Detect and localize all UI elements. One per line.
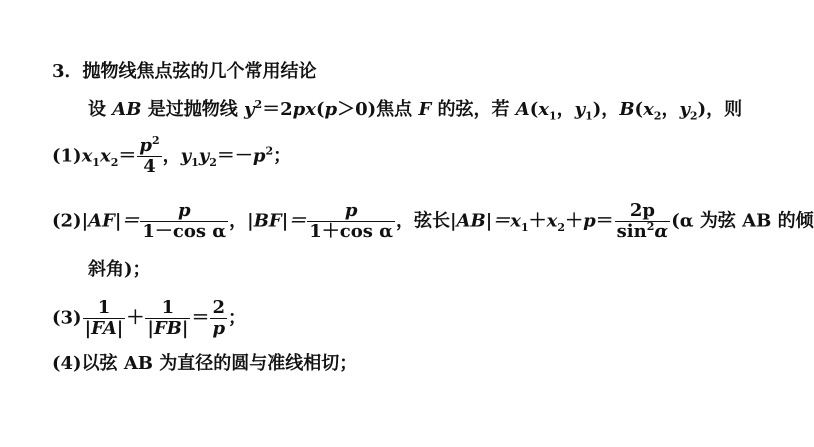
intro-text: )，则 xyxy=(697,99,743,120)
item-2 xyxy=(52,201,814,242)
fraction-denominator: 4 xyxy=(137,156,161,177)
heading-text: 3．抛物线焦点弦的几个常用结论 xyxy=(52,61,317,82)
math-var: y xyxy=(180,145,192,167)
fraction-numerator: 1 xyxy=(97,297,111,318)
fraction-numerator xyxy=(137,136,161,156)
math-expr: |BF|＝ xyxy=(247,210,307,232)
intro-var: AB xyxy=(112,99,142,120)
intro-sub: 1 xyxy=(549,109,557,123)
math-op: ＝ xyxy=(118,145,137,167)
intro-text: ， xyxy=(556,99,575,120)
item-number: (3) xyxy=(52,307,82,329)
intro-text: ( xyxy=(529,99,539,120)
item-4-text: (4)以弦 AB 为直径的圆与准线相切； xyxy=(52,353,358,374)
fraction-numerator: p xyxy=(344,200,358,221)
math-sup: 2 xyxy=(151,134,160,147)
intro-text: ( xyxy=(316,99,325,120)
intro-var: y xyxy=(679,99,690,120)
math-sub: 1 xyxy=(521,221,529,235)
fraction-denominator: 1－cos α xyxy=(142,221,227,242)
intro-text: 设 xyxy=(88,99,113,120)
item-4 xyxy=(52,352,357,376)
math-expr: |AF|＝ xyxy=(81,210,140,232)
continuation-text: 斜角)； xyxy=(88,259,151,280)
fraction-denominator: |FB| xyxy=(147,318,189,339)
fraction-chord-length xyxy=(615,201,671,242)
intro-text: ， xyxy=(661,99,680,120)
intro-var: px xyxy=(292,99,316,120)
intro-sub: 1 xyxy=(585,109,593,123)
math-sub: 2 xyxy=(110,156,119,170)
fraction-bf xyxy=(307,201,395,242)
math-var: x xyxy=(510,210,522,232)
math-sub: 1 xyxy=(191,156,199,170)
math-var: p xyxy=(139,135,152,156)
intro-var: A xyxy=(515,99,530,120)
math-var: p xyxy=(583,210,596,232)
fraction-numerator: 2 xyxy=(212,297,226,318)
math-op: ＋ xyxy=(565,210,584,232)
math-sub: 2 xyxy=(557,221,566,235)
math-op: ， xyxy=(229,210,248,232)
math-sub: 2 xyxy=(209,156,217,170)
math-op: ＝－ xyxy=(216,145,253,167)
math-op: ＝ xyxy=(191,307,210,329)
intro-text: 的弦，若 xyxy=(431,99,516,120)
intro-var: y xyxy=(244,99,255,120)
math-op: ＋ xyxy=(528,210,547,232)
intro-var: x xyxy=(538,99,549,120)
item-number: (2) xyxy=(52,210,82,232)
math-var: α xyxy=(654,221,669,242)
chord-label: 弦长 xyxy=(414,210,450,232)
math-var: p xyxy=(252,145,266,167)
intro-sup: 2 xyxy=(254,98,263,111)
intro-var: y xyxy=(574,99,586,120)
fraction-p2-over-4 xyxy=(137,136,161,177)
item-number: (1) xyxy=(52,145,82,167)
fraction-numerator: 1 xyxy=(161,297,175,318)
intro-sub: 2 xyxy=(689,109,698,123)
intro-var: x xyxy=(643,99,654,120)
intro-sub: 2 xyxy=(653,109,662,123)
intro-text: 是过抛物线 xyxy=(141,99,245,120)
item-1 xyxy=(52,136,291,177)
fraction-denominator: 1＋cos α xyxy=(309,221,393,242)
fraction-denominator: |FA| xyxy=(84,318,124,339)
intro-text: ( xyxy=(634,99,644,120)
math-expr: |AB|＝ xyxy=(450,210,511,232)
fraction-numerator: 2p xyxy=(629,200,655,221)
section-heading xyxy=(52,60,317,84)
math-var: x xyxy=(546,210,558,232)
item-tail-text: (α 为弦 AB 的倾 xyxy=(671,210,814,232)
intro-var: F xyxy=(418,99,432,120)
math-op: ； xyxy=(228,307,247,329)
math-var: y xyxy=(198,145,210,167)
intro-var: p xyxy=(324,99,338,120)
intro-text: ＝2 xyxy=(262,99,293,120)
math-op: ＝ xyxy=(595,210,614,232)
math-sub: 1 xyxy=(92,156,100,170)
math-op: ＋ xyxy=(126,307,145,329)
fraction-denominator xyxy=(615,221,671,242)
math-op: ， xyxy=(396,210,414,232)
math-sup: 2 xyxy=(265,144,274,158)
item-2-continuation xyxy=(88,258,151,282)
intro-var: B xyxy=(619,99,635,120)
math-fn: sin xyxy=(616,221,647,242)
fraction-numerator: p xyxy=(177,200,191,221)
fraction-2-over-p xyxy=(210,298,227,339)
intro-line xyxy=(88,98,742,122)
item-3 xyxy=(52,298,246,339)
fraction-1-over-fa xyxy=(83,298,126,339)
fraction-af xyxy=(140,201,228,242)
math-var: x xyxy=(99,145,111,167)
math-op: ； xyxy=(273,145,292,167)
math-var: x xyxy=(81,145,93,167)
math-sup: 2 xyxy=(646,220,655,233)
math-op: ， xyxy=(162,145,181,167)
fraction-denominator: p xyxy=(212,318,226,339)
fraction-1-over-fb xyxy=(145,298,190,339)
intro-text: )， xyxy=(592,99,620,120)
intro-text: ＞0)焦点 xyxy=(337,99,419,120)
